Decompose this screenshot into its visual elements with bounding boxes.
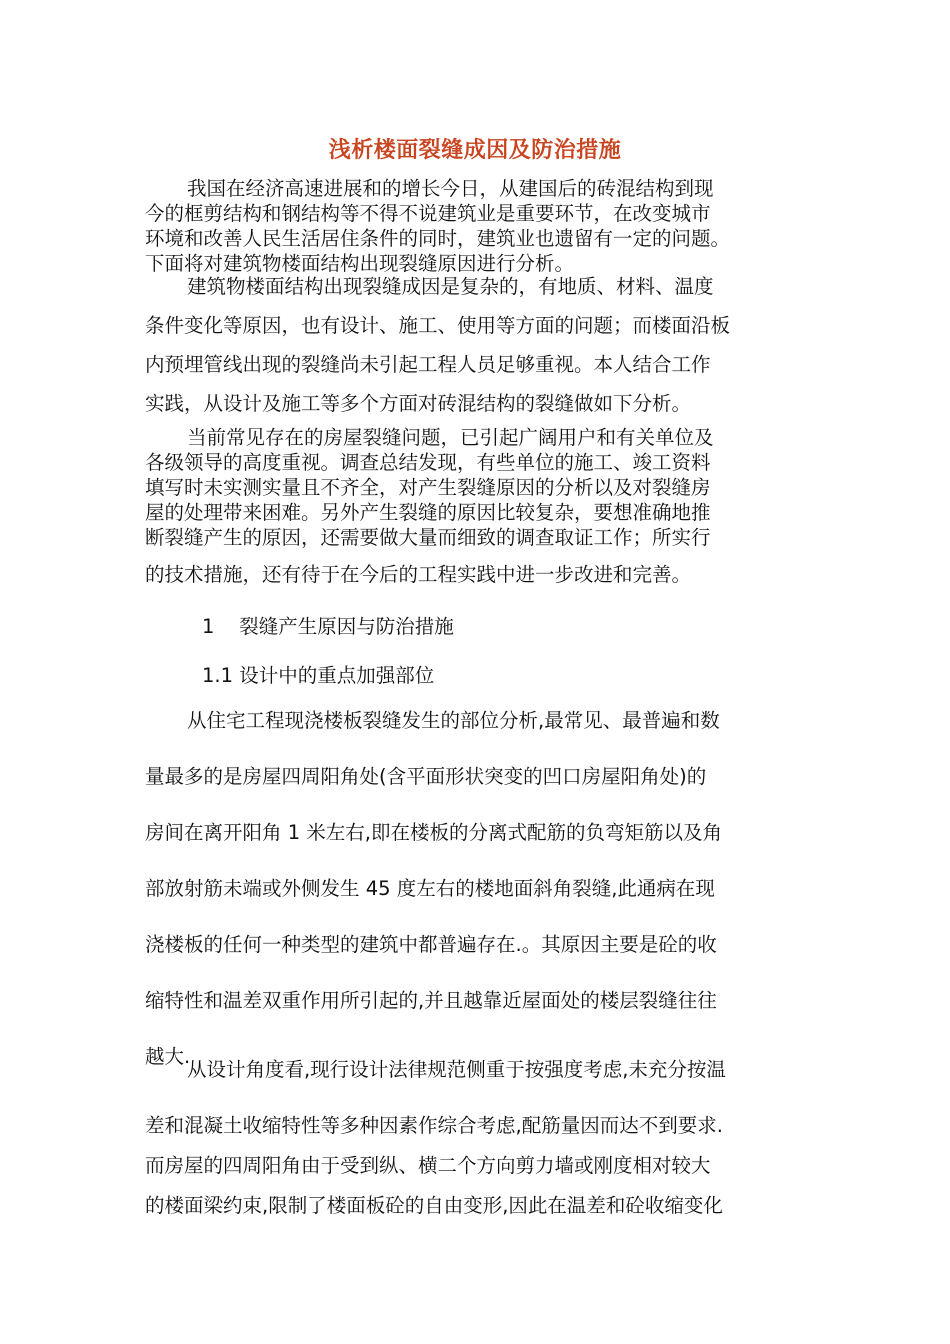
paragraph-line: 而房屋的四周阳角由于受到纵、横二个方向剪力墙或刚度相对较大	[145, 1154, 711, 1177]
paragraph-line: 从住宅工程现浇楼板裂缝发生的部位分析,最常见、最普遍和数	[187, 709, 720, 732]
paragraph-line: 建筑物楼面结构出现裂缝成因是复杂的，有地质、材料、温度	[187, 275, 714, 298]
paragraph-line: 当前常见存在的房屋裂缝问题，已引起广阔用户和有关单位及	[187, 426, 714, 449]
paragraph-line: 我国在经济高速进展和的增长今日，从建国后的砖混结构到现	[187, 177, 714, 200]
paragraph-intro	[145, 176, 825, 276]
section-heading: 1 裂缝产生原因与防治措施	[202, 615, 454, 638]
paragraph-current-issues-end	[145, 562, 825, 587]
paragraph-line: 条件变化等原因，也有设计、施工、使用等方面的问题；而楼面沿板	[145, 314, 731, 337]
paragraph-design-perspective	[145, 1056, 825, 1217]
paragraph-line: 填写时未实测实量且不齐全，对产生裂缝原因的分析以及对裂缝房	[145, 476, 711, 499]
paragraph-design-analysis	[145, 693, 825, 1085]
paragraph-line: 缩特性和温差双重作用所引起的,并且越靠近屋面处的楼层裂缝往往	[145, 989, 717, 1012]
paragraph-line: 差和混凝土收缩特性等多种因素作综合考虑,配筋量因而达不到要求.	[145, 1114, 723, 1137]
paragraph-line: 下面将对建筑物楼面结构出现裂缝原因进行分析。	[145, 252, 575, 275]
paragraph-line: 断裂缝产生的原因，还需要做大量而细致的调查取证工作；所实行	[145, 526, 711, 549]
paragraph-line: 实践，从设计及施工等多个方面对砖混结构的裂缝做如下分析。	[145, 392, 692, 415]
paragraph-current-issues	[145, 425, 825, 550]
paragraph-line: 环境和改善人民生活居住条件的同时，建筑业也遗留有一定的问题。	[145, 227, 731, 250]
paragraph-line: 从设计角度看,现行设计法律规范侧重于按强度考虑,未充分按温	[187, 1058, 726, 1081]
paragraph-line: 部放射筋未端或外侧发生 45 度左右的楼地面斜角裂缝,此通病在现	[145, 877, 715, 900]
paragraph-line: 内预埋管线出现的裂缝尚未引起工程人员足够重视。本人结合工作	[145, 353, 711, 376]
paragraph-line: 各级领导的高度重视。调查总结发现，有些单位的施工、竣工资料	[145, 451, 711, 474]
subsection-heading: 1.1 设计中的重点加强部位	[202, 664, 435, 687]
paragraph-line: 今的框剪结构和钢结构等不得不说建筑业是重要环节，在改变城市	[145, 202, 711, 225]
paragraph-line: 量最多的是房屋四周阳角处(含平面形状突变的凹口房屋阳角处)的	[145, 765, 707, 788]
paragraph-line: 屋的处理带来困难。另外产生裂缝的原因比较复杂，要想准确地推	[145, 501, 711, 524]
paragraph-causes	[145, 267, 825, 423]
document-title: 浅析楼面裂缝成因及防治措施	[328, 138, 622, 163]
paragraph-line: 的技术措施，还有待于在今后的工程实践中进一步改进和完善。	[145, 563, 692, 586]
paragraph-line: 越大.	[145, 1045, 191, 1068]
paragraph-line: 的楼面梁约束,限制了楼面板砼的自由变形,因此在温差和砼收缩变化	[145, 1194, 723, 1217]
paragraph-line: 房间在离开阳角 1 米左右,即在楼板的分离式配筋的负弯矩筋以及角	[145, 821, 723, 844]
paragraph-line: 浇楼板的任何一种类型的建筑中都普遍存在.。其原因主要是砼的收	[145, 933, 717, 956]
